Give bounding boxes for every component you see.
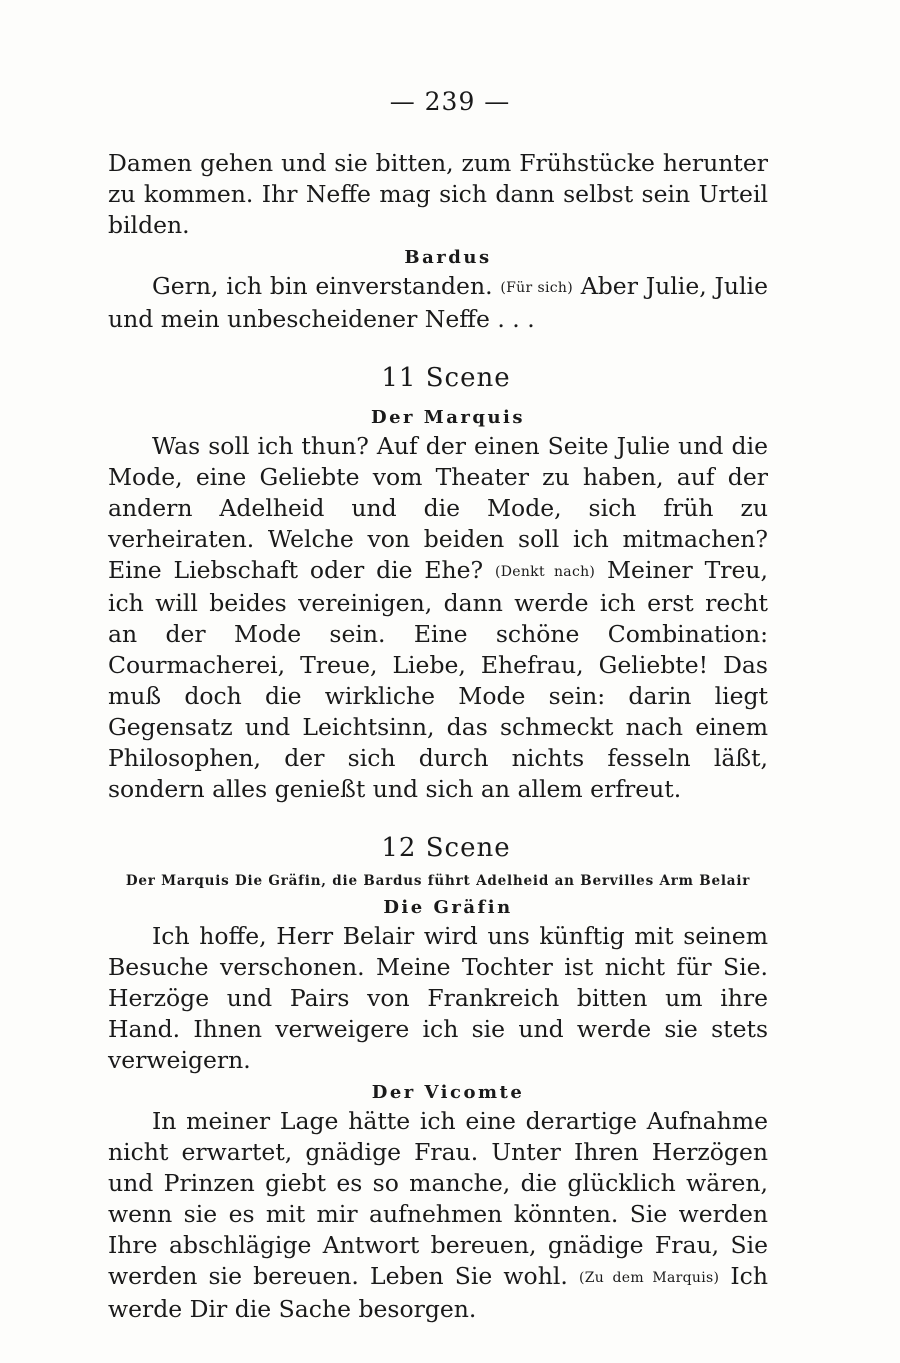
speech-text: Gern, ich bin einverstanden. (152, 272, 493, 300)
speaker-graefin: Die Gräfin (383, 897, 513, 918)
speaker-marquis: Der Marquis (370, 407, 526, 428)
scene-heading-12: 12 Scene (381, 833, 511, 863)
paragraph-marquis (108, 431, 768, 805)
speech-text: In meiner Lage hätte ich eine derartige Aufnahme nicht erwartet, gnädige Frau. Unter Ihren Herzögen und Prinzen giebt es so manche, die glücklich wären, wenn sie es mit mir aufnehmen könnten. Sie werden Ihre abschlägige Antwort bereuen, gnädige Frau, Sie werden sie bereuen. Leben Sie wohl. (108, 1107, 768, 1290)
scene-heading-11: 11 Scene (381, 363, 511, 393)
stage-direction: (Zu dem Marquis) (578, 1270, 720, 1286)
stage-direction: (Für sich) (500, 280, 573, 296)
paragraph-bardus (108, 271, 768, 335)
book-page (108, 82, 768, 1325)
cast-list: Der Marquis Die Gräfin, die Bardus führt Adelheid an Bervilles Arm Belair (125, 873, 751, 889)
stage-direction: (Denkt nach) (494, 564, 596, 580)
paragraph-vicomte (108, 1106, 768, 1325)
paragraph-damen: Damen gehen und sie bitten, zum Frühstücke herunter zu kommen. Ihr Neffe mag sich dann selbst sein Urteil bilden. (108, 149, 768, 239)
speaker-vicomte: Der Vicomte (371, 1082, 525, 1103)
page-number: — 239 — (389, 87, 511, 116)
speech-text: Ich werde Dir die Sache besorgen. (108, 1262, 768, 1323)
speaker-bardus: Bardus (404, 247, 492, 268)
paragraph-graefin: Ich hoffe, Herr Belair wird uns künftig mit seinem Besuche verschonen. Meine Tochter ist nicht für Sie. Herzöge und Pairs von Frankreich bitten um ihre Hand. Ihnen verweigere ich sie und werde sie stets verweigern. (108, 922, 768, 1074)
speech-text: Was soll ich thun? Auf der einen Seite Julie und die Mode, eine Geliebte vom Theater zu haben, auf der andern Adelheid und die Mode, sich früh zu verheiraten. Welche von beiden soll ich mitmachen? Eine Liebschaft oder die Ehe? (108, 432, 768, 584)
speech-text: Meiner Treu, ich will beides vereinigen, dann werde ich erst recht an der Mode sein. Eine schöne Combination: Courmacherei, Treue, Liebe, Ehefrau, Geliebte! Das muß doch die wirkliche Mode sein: darin liegt Gegensatz und Leichtsinn, das schmeckt nach einem Philosophen, der sich durch nichts fesseln läßt, sondern alles genießt und sich an allem erfreut. (108, 556, 768, 803)
speech-text: Aber Julie, Julie und mein unbescheidener Neffe . . . (108, 272, 768, 333)
